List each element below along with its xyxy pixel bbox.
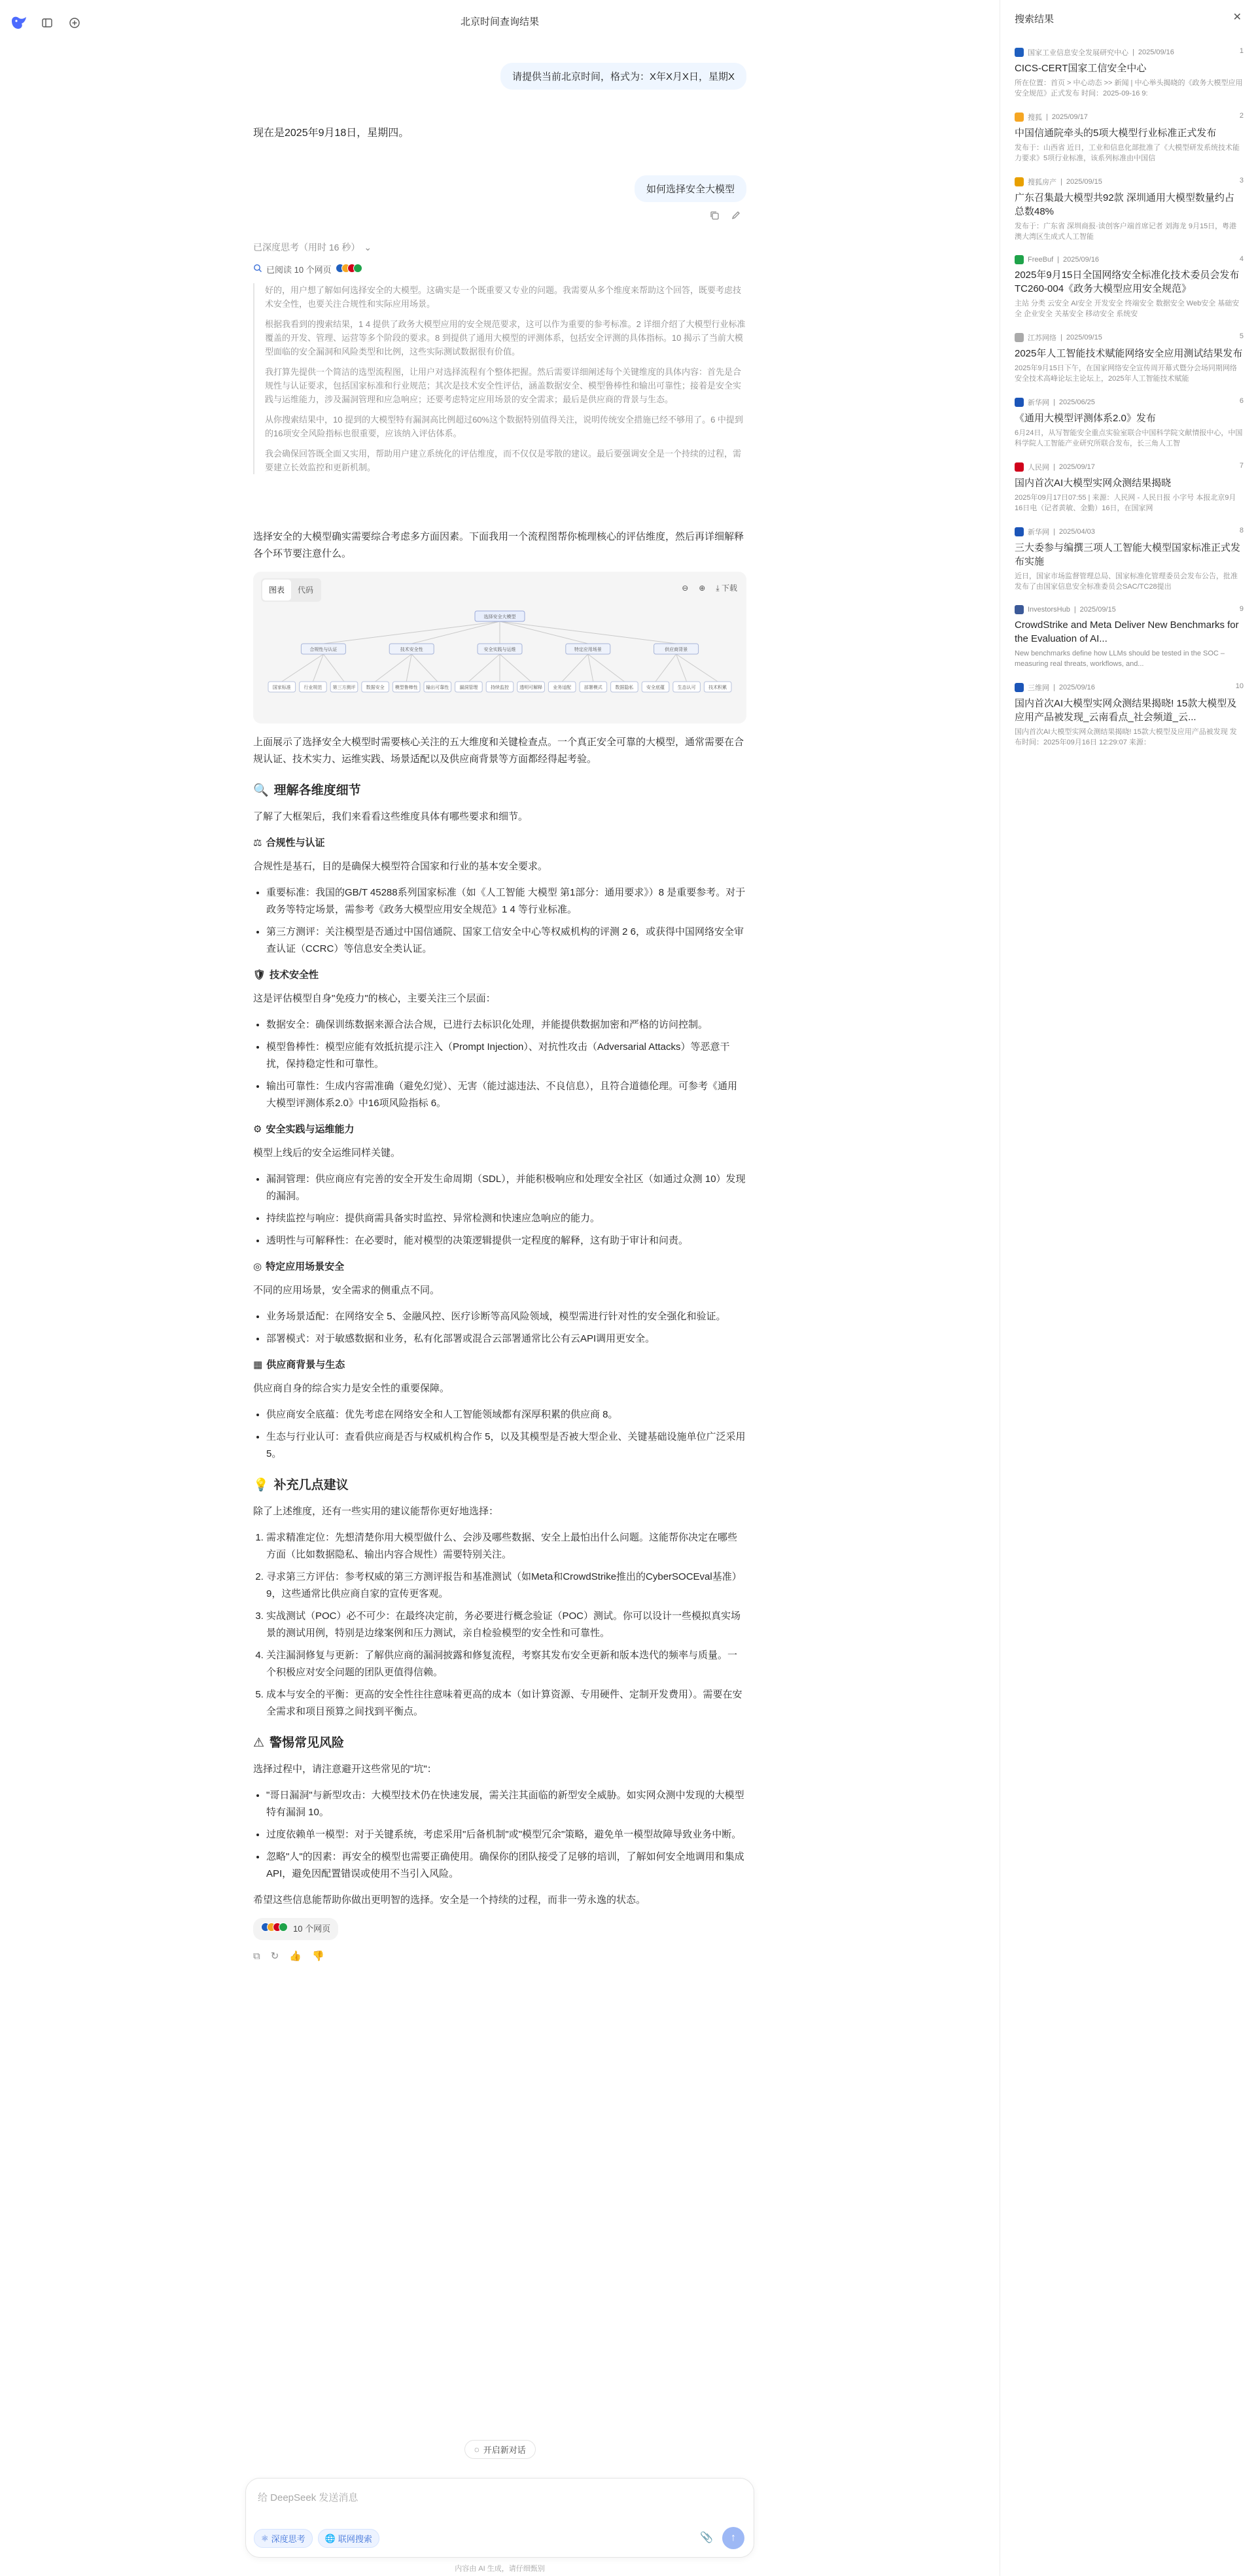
thinking-paragraph: 从你搜索结果中，10 提到的大模型特有漏洞高比例超过60%这个数据特别值得关注，说明传统安全措施已经不够用了。6 中提到的16项安全风险指标也很重要，应该纳入评估体系。 xyxy=(265,415,743,438)
result-source: 江苏网络 xyxy=(1028,334,1056,342)
download-button[interactable]: ⤓ 下载 xyxy=(716,583,737,593)
diagram-leaf-label: 漏洞管理 xyxy=(459,686,478,690)
zoom-in-icon[interactable]: ⊕ xyxy=(699,583,706,593)
list-item: • 业务场景适配：在网络安全 5、金融风控、医疗诊断等高风险领域，模型需进行针对性的安全强化和验证。 xyxy=(266,1308,746,1325)
diagram-leaf-label: 输出可靠性 xyxy=(426,686,449,690)
list-item: • 持续监控与响应：提供商需具备实时监控、异常检测和快速应急响应的能力。 xyxy=(266,1210,746,1227)
diagram-edge xyxy=(375,654,412,682)
list-item: 1. 需求精准定位：先想清楚你用大模型做什么、会涉及哪些数据、安全上最怕出什么问题。这能帮你决定在哪些方面（比如数据隐私、输出内容合规性）需要特别关注。 xyxy=(266,1529,746,1563)
diagram-edge xyxy=(500,654,531,682)
result-title[interactable]: 《通用大模型评测体系2.0》发布 xyxy=(1015,413,1156,424)
zoom-out-icon[interactable]: ⊖ xyxy=(682,583,689,593)
scale-icon: ⚖ xyxy=(253,837,262,848)
diagram-leaf-label: 透明可解释 xyxy=(519,686,543,690)
web-search-label: 联网搜索 xyxy=(338,2534,372,2544)
result-date: 2025/09/17 xyxy=(1051,113,1088,121)
search-result-item[interactable] xyxy=(1015,112,1244,164)
diagram-tools xyxy=(682,580,737,597)
regenerate-icon[interactable]: ↻ xyxy=(270,1951,279,1962)
list-item: • "哥日漏洞"与新型攻击：大模型技术仍在快速发展，需关注其面临的新型安全威胁。如实网众测中发现的大模型特有漏洞 10。 xyxy=(266,1787,746,1821)
result-title[interactable]: 2025年9月15日全国网络安全标准化技术委员会发布TC260-004《政务大模型应用安全规范》 xyxy=(1015,270,1240,294)
thumbs-down-icon[interactable]: 👎 xyxy=(311,1951,324,1962)
user-message: 如何选择安全大模型 xyxy=(635,175,746,202)
diagram-leaf-label: 行业规范 xyxy=(304,686,323,690)
answer-intro: 选择安全的大模型确实需要综合考虑多方面因素。下面我用一个流程图帮你梳理核心的评估维度，然后再详细解释各个环节要注意什么。 xyxy=(253,531,744,559)
result-meta xyxy=(1015,605,1244,614)
result-meta xyxy=(1015,112,1244,122)
message-composer[interactable] xyxy=(245,2478,754,2558)
search-result-item[interactable] xyxy=(1015,682,1244,748)
result-snippet: 6月24日，从写智能安全重点实验室联合中国科学院文献情报中心，中国科学院人工智能产业研究所联合发布，长三角人工智 xyxy=(1015,429,1243,447)
subheading-ops xyxy=(253,1121,746,1138)
result-title[interactable]: 三大委参与编撰三项人工智能大模型国家标准正式发布实施 xyxy=(1015,542,1241,567)
result-title[interactable]: 国内首次AI大模型实网众测结果揭晓! 15款大模型及应用产品被发现_云南看点_社会频道_云... xyxy=(1015,698,1237,723)
subheading-compliance xyxy=(253,835,746,852)
list-item: • 模型鲁棒性：模型应能有效抵抗提示注入（Prompt Injection）、对抗性攻击（Adversarial Attacks）等恶意干扰，保持稳定性和可靠性。 xyxy=(266,1039,746,1073)
diagram-branch-label: 技术安全性 xyxy=(400,648,423,652)
favicon-icon xyxy=(353,264,362,273)
result-title[interactable]: 2025年人工智能技术赋能网络安全应用测试结果发布 xyxy=(1015,348,1243,359)
search-result-item[interactable] xyxy=(1015,177,1244,242)
list-item: • 重要标准：我国的GB/T 45288系列国家标准（如《人工智能 大模型 第1部分：通用要求》）8 是重要参考。对于政务等特定场景，需参考《政务大模型应用安全规范》1 4 等行业标准。 xyxy=(266,884,746,918)
result-date: 2025/09/15 xyxy=(1079,606,1116,614)
result-number: 3 xyxy=(1239,177,1244,184)
risks-list xyxy=(253,1787,746,1883)
favicon-icon xyxy=(279,1923,288,1932)
result-date: 2025/09/15 xyxy=(1066,334,1102,341)
tech-intro: 这是评估模型自身"免疫力"的核心，主要关注三个层面： xyxy=(253,993,496,1004)
result-snippet: 所在位置：首页 > 中心动态 >> 新闻 | 中心举头揭晓的《政务大模型应用安全规范》正式发布 时间：2025-09-16 9: xyxy=(1015,79,1243,97)
result-meta xyxy=(1015,462,1244,472)
diagram-edge xyxy=(655,654,676,682)
scene-intro: 不同的应用场景，安全需求的侧重点不同。 xyxy=(253,1285,440,1296)
thinking-paragraph: 我会确保回答既全面又实用，帮助用户建立系统化的评估维度，而不仅仅是零散的建议。最后要强调安全是一个持续的过程，需要建立长效监控和更新机制。 xyxy=(265,449,742,472)
diagram-branch-label: 供应商背景 xyxy=(665,648,688,652)
result-source: 人民网 xyxy=(1028,464,1049,472)
download-label: 下载 xyxy=(721,583,737,593)
tech-list xyxy=(253,1017,746,1112)
search-result-item[interactable] xyxy=(1015,462,1244,513)
result-snippet: 发布于：山西省 近日，工业和信息化部批准了《大模型研发系统技术能力要求》5项行业标准，该系列标准由中国信 xyxy=(1015,144,1240,162)
result-meta xyxy=(1015,47,1244,58)
result-snippet: 2025年9月15日下午，在国家网络安全宣传周开幕式暨分会场同期网络安全技术高峰论坛主论坛上，2025年人工智能技术赋能 xyxy=(1015,364,1237,383)
diagram-branch-label: 安全实践与运维 xyxy=(483,648,516,652)
thinking-paragraph: 我打算先提供一个简洁的选型流程图，让用户对选择流程有个整体把握。然后需要详细阐述每个关键维度的具体内容：首先是合规性与认证要求，包括国家标准和行业规范；其次是技术安全性评估，涵盖数据安全、模型鲁棒性和输出可靠性；接着是安全实践与运维能力，涉及漏洞管理和应急响应；还要考虑特定应用场景的安全需求；最后是供应商的背景与生态。 xyxy=(265,367,742,404)
thinking-paragraph: 根据我看到的搜索结果，1 4 提供了政务大模型应用的安全规范要求，这可以作为重要的参考标准。2 详细介绍了大模型行业标准覆盖的开发、管理、运营等多个阶段的要求。8 到提供了通用大模型的评测体系，包括安全评测的具体指标。10 揭示了当前大模型面临的安全漏洞和风险类型和比例，这些实际测试数据很有价值。 xyxy=(265,319,746,357)
new-chat-label: 开启新对话 xyxy=(483,2445,526,2455)
thinking-paragraph: 好的，用户想了解如何选择安全的大模型。这确实是一个既重要又专业的问题。我需要从多个维度来帮助这个回答，既要考虑技术安全性，也要关注合规性和实际应用场景。 xyxy=(265,285,742,309)
search-results-panel xyxy=(1000,0,1256,2576)
result-date: 2025/09/16 xyxy=(1138,48,1174,56)
diagram-leaf-label: 生态认可 xyxy=(677,686,696,690)
diagram-root-label: 选择安全大模型 xyxy=(483,615,516,619)
think-label: 已深度思考（用时 16 秒） xyxy=(253,242,360,252)
meta-separator: | xyxy=(1132,48,1134,56)
search-result-item[interactable] xyxy=(1015,332,1244,384)
site-favicon-icon xyxy=(1015,605,1024,614)
tips-list xyxy=(253,1529,746,1720)
result-meta xyxy=(1015,397,1244,408)
user-message-row xyxy=(253,175,746,204)
result-source: 搜狐房产 xyxy=(1028,179,1056,186)
heading-text: 合规性与认证 xyxy=(266,837,325,848)
section-heading-tips xyxy=(253,1477,746,1494)
diagram-edge xyxy=(588,654,593,682)
target-icon: ◎ xyxy=(253,1261,262,1272)
after-diagram-text: 上面展示了选择安全大模型时需要核心关注的五大维度和关键检查点。一个真正安全可靠的大模型，通常需要在合规认证、技术实力、运维实践、场景适配以及供应商背景等方面都经得起考验。 xyxy=(253,737,744,765)
arrow-up-icon: ↑ xyxy=(731,2532,736,2543)
heading-text: 安全实践与运维能力 xyxy=(266,1124,355,1135)
result-source: 新华网 xyxy=(1028,399,1049,407)
site-favicon-icon xyxy=(1015,48,1024,57)
tips-intro: 除了上述维度，还有一些实用的建议能帮你更好地选择： xyxy=(253,1506,499,1517)
send-button[interactable] xyxy=(722,2527,744,2549)
result-source: FreeBuf xyxy=(1028,256,1054,264)
result-snippet: New benchmarks define how LLMs should be tested in the SOC – measuring real threats, workflows, and... xyxy=(1015,650,1225,668)
result-number: 6 xyxy=(1239,397,1244,405)
globe-icon: 🌐 xyxy=(324,2533,336,2543)
list-item: 4. 关注漏洞修复与更新：了解供应商的漏洞披露和修复流程，考察其发布安全更新和版本迭代的频率与质量。一个积极应对安全问题的团队更值得信赖。 xyxy=(266,1647,746,1681)
dims-intro: 了解了大框架后，我们来看看这些维度具体有哪些要求和细节。 xyxy=(253,811,529,822)
compliance-intro: 合规性是基石，目的是确保大模型符合国家和行业的基本安全要求。 xyxy=(253,861,548,872)
sources-label: 10 个网页 xyxy=(293,1924,331,1934)
list-item: 5. 成本与安全的平衡：更高的安全性往往意味着更高的成本（如计算资源、专用硬件、定制开发费用）。需要在安全需求和项目预算之间找到平衡点。 xyxy=(266,1686,746,1720)
result-number: 5 xyxy=(1239,332,1244,340)
diagram-leaf-label: 模型鲁棒性 xyxy=(394,686,418,690)
diagram-edge xyxy=(411,654,438,682)
site-favicon-icon xyxy=(1015,398,1024,407)
diagram-leaf-label: 技术积累 xyxy=(708,686,727,690)
diagram-edge xyxy=(406,654,411,682)
ai-disclaimer: 内容由 AI 生成，请仔细甄别 xyxy=(455,2565,545,2573)
diagram-leaf-label: 业务适配 xyxy=(553,686,572,690)
diagram-leaf-label: 持续监控 xyxy=(491,686,509,690)
diagram-leaf-label: 国家标准 xyxy=(272,686,291,690)
read-pages-row[interactable] xyxy=(253,263,746,275)
result-source: 三维网 xyxy=(1028,684,1049,692)
list-item: • 忽略"人"的因素：再安全的模型也需要正确使用。确保你的团队接受了足够的培训，了解如何安全地调用和集成API，避免因配置错误或使用不当引入风险。 xyxy=(266,1849,746,1883)
gear-icon: ⚙ xyxy=(253,1124,262,1135)
search-result-item[interactable] xyxy=(1015,527,1244,592)
diagram-tabs xyxy=(261,578,321,602)
composer-options xyxy=(254,2529,379,2548)
list-item: • 第三方测评：关注模型是否通过中国信通院、国家工信安全中心等权威机构的评测 2 6，或获得中国网络安全审查认证（CCRC）等信息安全类认证。 xyxy=(266,924,746,958)
result-snippet: 2025年09月17日07:55 | 来源：人民网 - 人民日报 小字号 本报北京9月16日电（记者黄敏、金勤）16日，在国家网 xyxy=(1015,494,1236,512)
diagram-branch-label: 合规性与认证 xyxy=(309,648,338,652)
site-favicon-icon xyxy=(1015,177,1024,186)
result-title[interactable]: 广东召集最大模型共92款 深圳通用大模型数量约占总数48% xyxy=(1015,192,1234,217)
thinking-section xyxy=(253,241,746,481)
meta-separator: | xyxy=(1053,684,1055,691)
paperclip-icon[interactable]: 📎 xyxy=(700,2532,713,2543)
result-date: 2025/06/25 xyxy=(1058,398,1095,406)
diagram-leaf-label: 第三方测评 xyxy=(332,686,356,690)
diagram-branch-label: 特定应用场景 xyxy=(574,648,602,652)
list-item: • 生态与行业认可：查看供应商是否与权威机构合作 5，以及其模型是否被大型企业、关键基础设施单位广泛采用 5。 xyxy=(266,1429,746,1463)
section-heading-risks xyxy=(253,1735,746,1752)
diagram-edge xyxy=(282,654,324,682)
diagram-edge xyxy=(500,621,588,644)
diagram-edge xyxy=(500,621,676,644)
closing-text: 希望这些信息能帮助你做出更明智的选择。安全是一个持续的过程，而非一劳永逸的状态。 xyxy=(253,1894,646,1906)
user-message-row xyxy=(253,63,746,92)
meta-separator: | xyxy=(1053,463,1055,471)
diagram-edge xyxy=(313,654,323,682)
diagram-edge xyxy=(676,654,687,682)
list-item: • 数据安全：确保训练数据来源合法合规，已进行去标识化处理，并能提供数据加密和严格的访问控制。 xyxy=(266,1017,746,1034)
site-favicon-icon xyxy=(1015,255,1024,264)
list-item: • 漏洞管理：供应商应有完善的安全开发生命周期（SDL），并能积极响应和处理安全社区（如通过众测 10）发现的漏洞。 xyxy=(266,1171,746,1205)
result-title[interactable]: CrowdStrike and Meta Deliver New Benchmarks for the Evaluation of AI... xyxy=(1015,619,1239,644)
list-item: • 过度依赖单一模型：对于关键系统，考虑采用"后备机制"或"模型冗余"策略，避免单一模型故障导致业务中断。 xyxy=(266,1826,746,1843)
meta-separator: | xyxy=(1046,113,1048,121)
result-title[interactable]: 国内首次AI大模型实网众测结果揭晓 xyxy=(1015,478,1172,489)
result-meta xyxy=(1015,682,1244,693)
diagram-edge xyxy=(562,654,588,682)
result-source: 国家工业信息安全发展研究中心 xyxy=(1028,49,1128,57)
result-date: 2025/09/16 xyxy=(1063,256,1100,264)
site-favicon-icon xyxy=(1015,462,1024,472)
web-search-toggle[interactable] xyxy=(318,2529,379,2548)
diagram-edge xyxy=(468,654,500,682)
diagram-leaf-label: 数据安全 xyxy=(366,686,385,690)
list-item: • 部署模式：对于敏感数据和业务，私有化部署或混合云部署通常比公有云API调用更安全。 xyxy=(266,1331,746,1348)
result-snippet: 主站 分类 云安全 AI安全 开发安全 终端安全 数据安全 Web安全 基础安全 企业安全 关基安全 移动安全 系统安 xyxy=(1015,300,1240,318)
lightbulb-icon: 💡 xyxy=(253,1478,269,1492)
site-favicon-icon xyxy=(1015,683,1024,692)
result-number: 1 xyxy=(1239,47,1244,55)
diagram-leaf-label: 安全底蕴 xyxy=(646,686,665,690)
result-number: 4 xyxy=(1239,255,1244,263)
shield-icon: 🛡 xyxy=(253,969,266,981)
meta-separator: | xyxy=(1060,334,1062,341)
warning-icon: ⚠ xyxy=(253,1736,265,1750)
result-snippet: 近日，国家市场监督管理总局、国家标准化管理委员会发布公告，批准发布了由国家信息安全标准委员会SAC/TC28提出 xyxy=(1015,572,1238,591)
meta-separator: | xyxy=(1053,528,1055,536)
result-source: 新华网 xyxy=(1028,529,1049,536)
site-favicon-icon xyxy=(1015,113,1024,122)
scene-list xyxy=(253,1308,746,1348)
copy-icon[interactable]: ⧉ xyxy=(253,1951,260,1962)
building-icon: ▦ xyxy=(253,1359,263,1370)
result-date: 2025/09/16 xyxy=(1058,684,1095,691)
flowchart-diagram xyxy=(253,603,746,721)
user-message-actions xyxy=(253,209,746,222)
thumbs-up-icon[interactable]: 👍 xyxy=(289,1951,302,1962)
heading-text: 特定应用场景安全 xyxy=(266,1261,345,1272)
search-result-item[interactable] xyxy=(1015,605,1244,669)
result-number: 2 xyxy=(1239,112,1244,120)
diagram-edge xyxy=(676,654,718,682)
section-heading-dims xyxy=(253,782,746,799)
site-favicon-icon xyxy=(1015,527,1024,536)
heading-text: 供应商背景与生态 xyxy=(266,1359,345,1370)
result-date: 2025/04/03 xyxy=(1058,528,1095,536)
search-result-item[interactable] xyxy=(1015,47,1244,99)
chat-bubble-icon: ◌ xyxy=(474,2445,480,2454)
result-title[interactable]: 中国信通院牵头的5项大模型行业标准正式发布 xyxy=(1015,128,1217,139)
meta-separator: | xyxy=(1057,256,1059,264)
ops-list xyxy=(253,1171,746,1249)
heading-text: 警惕常见风险 xyxy=(270,1736,345,1750)
vendor-intro: 供应商自身的综合实力是安全性的重要保障。 xyxy=(253,1383,450,1394)
vendor-list xyxy=(253,1406,746,1463)
result-title[interactable]: CICS-CERT国家工信安全中心 xyxy=(1015,63,1147,74)
list-item: 2. 寻求第三方评估：参考权威的第三方测评报告和基准测试（如Meta和CrowdStrike推出的CyberSOCEval基准）9，这些通常比供应商自家的宣传更客观。 xyxy=(266,1569,746,1603)
result-date: 2025/09/17 xyxy=(1058,463,1095,471)
diagram-edge xyxy=(323,621,500,644)
magnifier-icon: 🔍 xyxy=(253,784,269,797)
meta-separator: | xyxy=(1073,606,1076,614)
result-meta xyxy=(1015,255,1244,264)
compliance-list xyxy=(253,884,746,958)
list-item: • 供应商安全底蕴：优先考虑在网络安全和人工智能领域都有深厚积累的供应商 8。 xyxy=(266,1406,746,1423)
chat-title[interactable]: 北京时间查询结果 xyxy=(460,16,539,27)
atom-icon: ⚛ xyxy=(261,2533,269,2543)
diagram-edge xyxy=(323,654,344,682)
result-number: 9 xyxy=(1239,605,1244,613)
results-list xyxy=(1015,47,1244,761)
ops-intro: 模型上线后的安全运维同样关键。 xyxy=(253,1147,401,1158)
think-toggle[interactable] xyxy=(253,241,746,254)
list-item: 3. 实战测试（POC）必不可少：在最终决定前，务必要进行概念验证（POC）测试。你可以设计一些模拟真实场景的测试用例，特别是边缘案例和压力测试，亲自检验模型的安全性和可靠性。 xyxy=(266,1608,746,1642)
panel-title: 搜索结果 xyxy=(1015,14,1055,25)
result-snippet: 发布于：广东省 深圳商报·读创客户端首席记者 刘海龙 9月15日，粤港澳大湾区生成式人工智能 xyxy=(1015,222,1237,241)
edit-icon[interactable] xyxy=(729,209,741,221)
result-number: 8 xyxy=(1239,527,1244,534)
result-meta xyxy=(1015,527,1244,537)
copy-icon[interactable] xyxy=(708,209,720,221)
list-item: • 透明性与可解释性：在必要时，能对模型的决策逻辑提供一定程度的解释，这有助于审计和问责。 xyxy=(266,1232,746,1249)
subheading-scene xyxy=(253,1259,746,1276)
source-favicons xyxy=(336,264,362,275)
search-result-item[interactable] xyxy=(1015,255,1244,319)
sources-button[interactable] xyxy=(253,1918,338,1940)
result-source: InvestorsHub xyxy=(1028,606,1070,614)
result-snippet: 国内首次AI大模型实网众测结果揭晓! 15款大模型及应用产品被发现 发布时间：2025年09月16日 12:29:07 来源： xyxy=(1015,728,1237,746)
diagram-leaf-label: 部署模式 xyxy=(584,686,602,690)
chevron-down-icon: ⌄ xyxy=(364,241,372,252)
search-result-item[interactable] xyxy=(1015,397,1244,449)
search-icon xyxy=(253,264,262,275)
tab-chart[interactable]: 图表 xyxy=(262,580,291,600)
source-favicons xyxy=(261,1921,288,1938)
site-favicon-icon xyxy=(1015,333,1024,342)
diagram-edge xyxy=(411,621,500,644)
subheading-vendor xyxy=(253,1357,746,1374)
list-item: • 输出可靠性：生成内容需准确（避免幻觉）、无害（能过滤违法、不良信息），且符合道德伦理。可参考《通用大模型评测体系2.0》中16项风险指标 6。 xyxy=(266,1078,746,1112)
answer-actions xyxy=(253,1948,746,1965)
meta-separator: | xyxy=(1060,178,1062,186)
heading-text: 技术安全性 xyxy=(270,969,319,981)
subheading-tech xyxy=(253,967,746,984)
user-message: 请提供当前北京时间，格式为：X年X月X日，星期X xyxy=(500,63,746,90)
thinking-content xyxy=(253,283,746,474)
heading-text: 理解各维度细节 xyxy=(273,784,361,797)
tab-code[interactable]: 代码 xyxy=(298,585,314,595)
deep-think-label: 深度思考 xyxy=(271,2534,305,2544)
result-number: 7 xyxy=(1239,462,1244,470)
assistant-answer xyxy=(253,529,746,1965)
result-meta xyxy=(1015,177,1244,187)
result-number: 10 xyxy=(1235,682,1244,690)
meta-separator: | xyxy=(1053,398,1055,406)
close-icon[interactable]: ✕ xyxy=(1232,12,1242,23)
heading-text: 补充几点建议 xyxy=(273,1478,349,1492)
assistant-answer-time: 现在是2025年9月18日，星期四。 xyxy=(253,128,410,139)
result-meta xyxy=(1015,332,1244,343)
new-chat-button[interactable] xyxy=(464,2440,536,2459)
diagram-card xyxy=(253,572,746,723)
message-input[interactable]: 给 DeepSeek 发送消息 xyxy=(258,2492,358,2503)
deep-think-toggle[interactable] xyxy=(254,2529,313,2548)
result-date: 2025/09/15 xyxy=(1066,178,1102,186)
result-source: 搜狐 xyxy=(1028,114,1042,122)
diagram-edge xyxy=(588,654,625,682)
risks-intro: 选择过程中，请注意避开这些常见的"坑"： xyxy=(253,1764,437,1775)
read-pages-label: 已阅读 10 个网页 xyxy=(266,265,332,275)
diagram-leaf-label: 数据隐私 xyxy=(615,686,634,690)
